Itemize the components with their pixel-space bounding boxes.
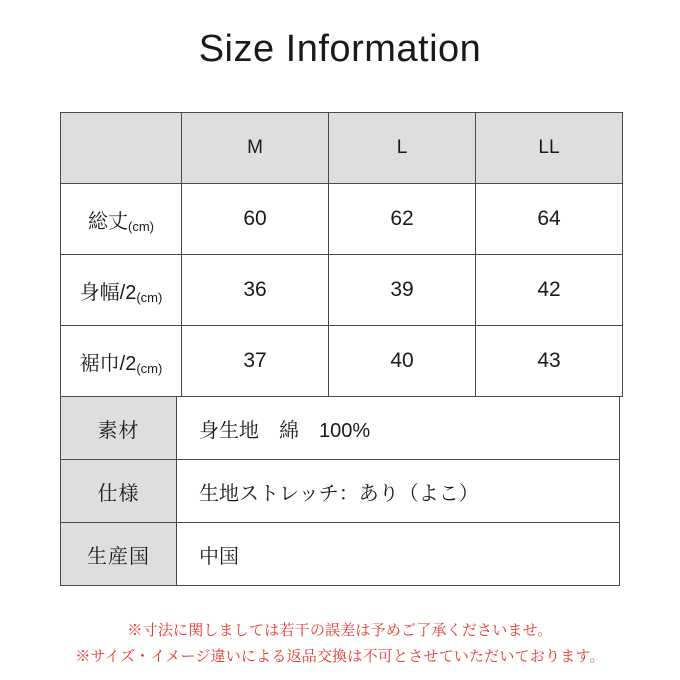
row-label-hem-width bbox=[61, 326, 182, 397]
size-column-header-l: L bbox=[329, 113, 476, 184]
size-table bbox=[60, 112, 623, 397]
cell-hem-width-m: 37 bbox=[182, 326, 329, 397]
page-title: Size Information bbox=[198, 28, 482, 70]
spec-row-country bbox=[61, 523, 620, 586]
size-table-corner bbox=[61, 113, 182, 184]
spec-label-specification: 仕様 bbox=[61, 460, 177, 523]
cell-body-width-m: 36 bbox=[182, 255, 329, 326]
spec-label-country: 生産国 bbox=[61, 523, 177, 586]
size-column-header-m: M bbox=[182, 113, 329, 184]
table-row bbox=[61, 326, 623, 397]
cell-total-length-l: 62 bbox=[329, 184, 476, 255]
row-label-total-length bbox=[61, 184, 182, 255]
table-row bbox=[61, 184, 623, 255]
row-label-body-width bbox=[61, 255, 182, 326]
cell-hem-width-l: 40 bbox=[329, 326, 476, 397]
row-label-unit: (cm) bbox=[128, 218, 154, 234]
spec-value-material: 身生地 綿 100% bbox=[177, 397, 620, 460]
note-line-returns: ※サイズ・イメージ違いによる返品交換は不可とさせていただいております。 bbox=[75, 648, 605, 665]
row-label-unit: (cm) bbox=[136, 360, 163, 376]
row-label-text: 裾巾/2 bbox=[79, 352, 137, 375]
cell-total-length-m: 60 bbox=[182, 184, 329, 255]
cell-total-length-ll: 64 bbox=[476, 184, 623, 255]
table-header-row bbox=[61, 113, 623, 184]
spec-row-material bbox=[61, 397, 620, 460]
notes-section bbox=[0, 618, 680, 670]
row-label-unit: (cm) bbox=[136, 289, 163, 305]
size-column-header-ll: LL bbox=[476, 113, 623, 184]
table-row bbox=[61, 255, 623, 326]
spec-value-country: 中国 bbox=[177, 523, 620, 586]
spec-value-specification: 生地ストレッチ：あり（よこ） bbox=[177, 460, 620, 523]
cell-body-width-l: 39 bbox=[329, 255, 476, 326]
spec-label-material: 素材 bbox=[61, 397, 177, 460]
spec-table bbox=[60, 396, 620, 586]
note-line-measurement: ※寸法に関しましては若干の誤差は予めご了承くださいませ。 bbox=[127, 622, 553, 639]
cell-hem-width-ll: 43 bbox=[476, 326, 623, 397]
cell-body-width-ll: 42 bbox=[476, 255, 623, 326]
row-label-text: 総丈 bbox=[88, 210, 128, 233]
spec-row-specification bbox=[61, 460, 620, 523]
row-label-text: 身幅/2 bbox=[79, 281, 137, 304]
